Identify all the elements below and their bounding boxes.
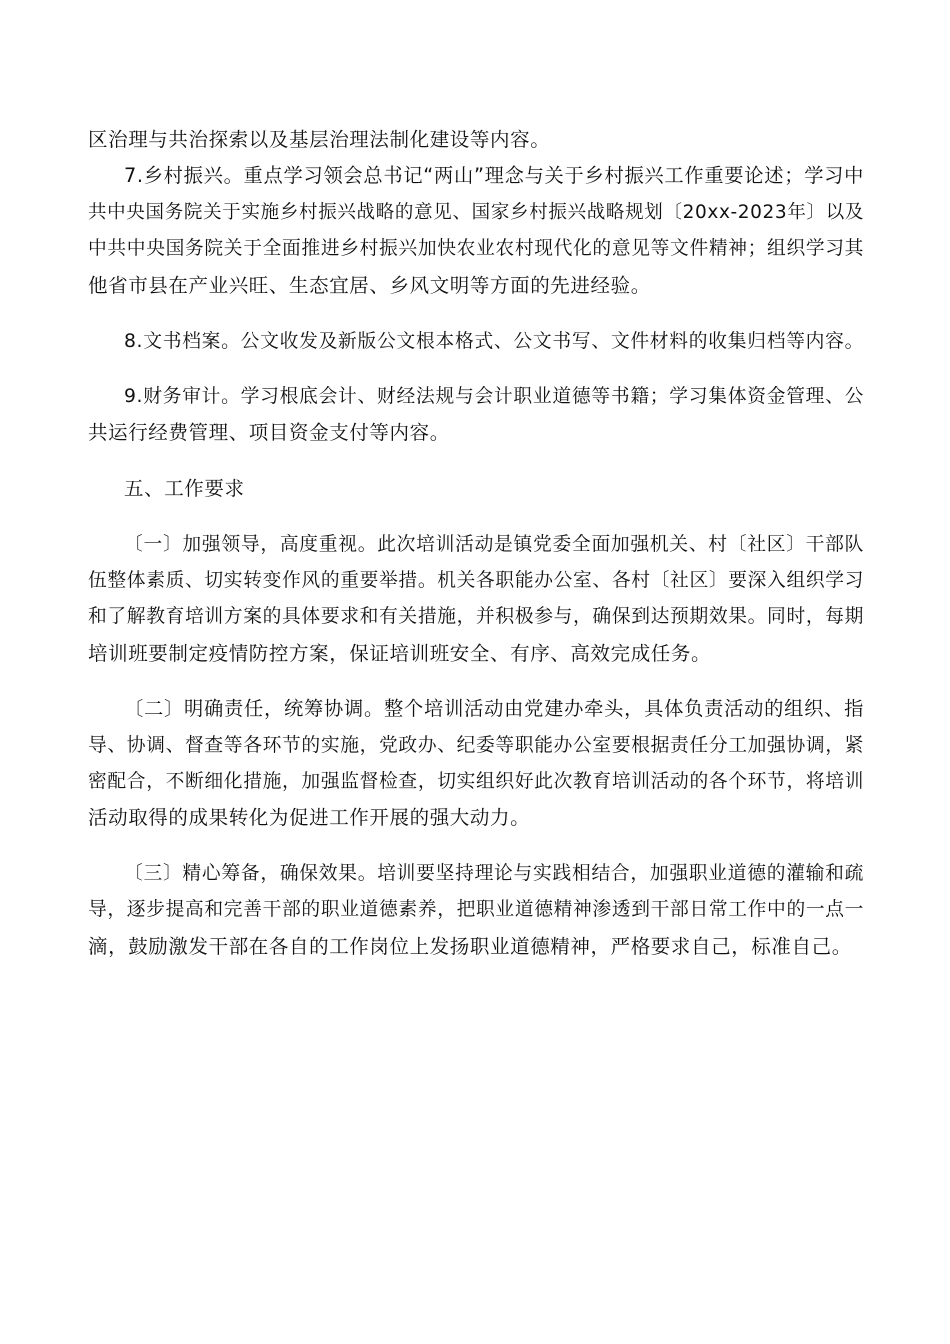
paragraph-line: 活动取得的成果转化为促进工作开展的强大动力。 [88, 806, 531, 829]
paragraph-line: 他省市县在产业兴旺、生态宜居、乡风文明等方面的先进经验。 [88, 274, 651, 297]
paragraph-line: 〔一〕加强领导，高度重视。此次培训活动是镇党委全面加强机关、村〔社区〕干部队 [124, 534, 864, 555]
paragraph-line: 共中央国务院关于实施乡村振兴战略的意见、国家乡村振兴战略规划〔20xx-2023年〕以及 [88, 202, 864, 223]
section-heading: 五、工作要求 [124, 477, 245, 500]
paragraph-line: 导、协调、督查等各环节的实施，党政办、纪委等职能办公室要根据责任分工加强协调，紧 [88, 735, 864, 756]
paragraph-line: 密配合，不断细化措施，加强监督检查，切实组织好此次教育培训活动的各个环节，将培训 [88, 771, 864, 792]
paragraph-line: 和了解教育培训方案的具体要求和有关措施，并积极参与，确保到达预期效果。同时，每期 [88, 606, 864, 627]
paragraph-line: 〔三〕精心筹备，确保效果。培训要坚持理论与实践相结合，加强职业道德的灌输和疏 [124, 863, 864, 884]
paragraph-line: 导，逐步提高和完善干部的职业道德素养，把职业道德精神渗透到干部日常工作中的一点一 [88, 899, 864, 920]
paragraph-line: 7.乡村振兴。重点学习领会总书记“两山”理念与关于乡村振兴工作重要论述；学习中 [124, 164, 864, 187]
paragraph-line: 伍整体素质、切实转变作风的重要举措。机关各职能办公室、各村〔社区〕要深入组织学习 [88, 570, 864, 591]
paragraph-line: 区治理与共治探索以及基层治理法制化建设等内容。 [88, 128, 551, 151]
paragraph-line: 中共中央国务院关于全面推进乡村振兴加快农业农村现代化的意见等文件精神；组织学习其 [88, 238, 864, 259]
paragraph-line: 共运行经费管理、项目资金支付等内容。 [88, 421, 450, 444]
paragraph-line: 滴，鼓励激发干部在各自的工作岗位上发扬职业道德精神，严格要求自己，标准自己。 [88, 935, 852, 958]
paragraph-line: 〔二〕明确责任，统筹协调。整个培训活动由党建办牵头，具体负责活动的组织、指 [124, 697, 864, 720]
paragraph-line: 8.文书档案。公文收发及新版公文根本格式、公文书写、文件材料的收集归档等内容。 [124, 331, 864, 352]
paragraph-line: 培训班要制定疫情防控方案，保证培训班安全、有序、高效完成任务。 [88, 642, 712, 665]
paragraph-line: 9.财务审计。学习根底会计、财经法规与会计职业道德等书籍；学习集体资金管理、公 [124, 386, 864, 407]
